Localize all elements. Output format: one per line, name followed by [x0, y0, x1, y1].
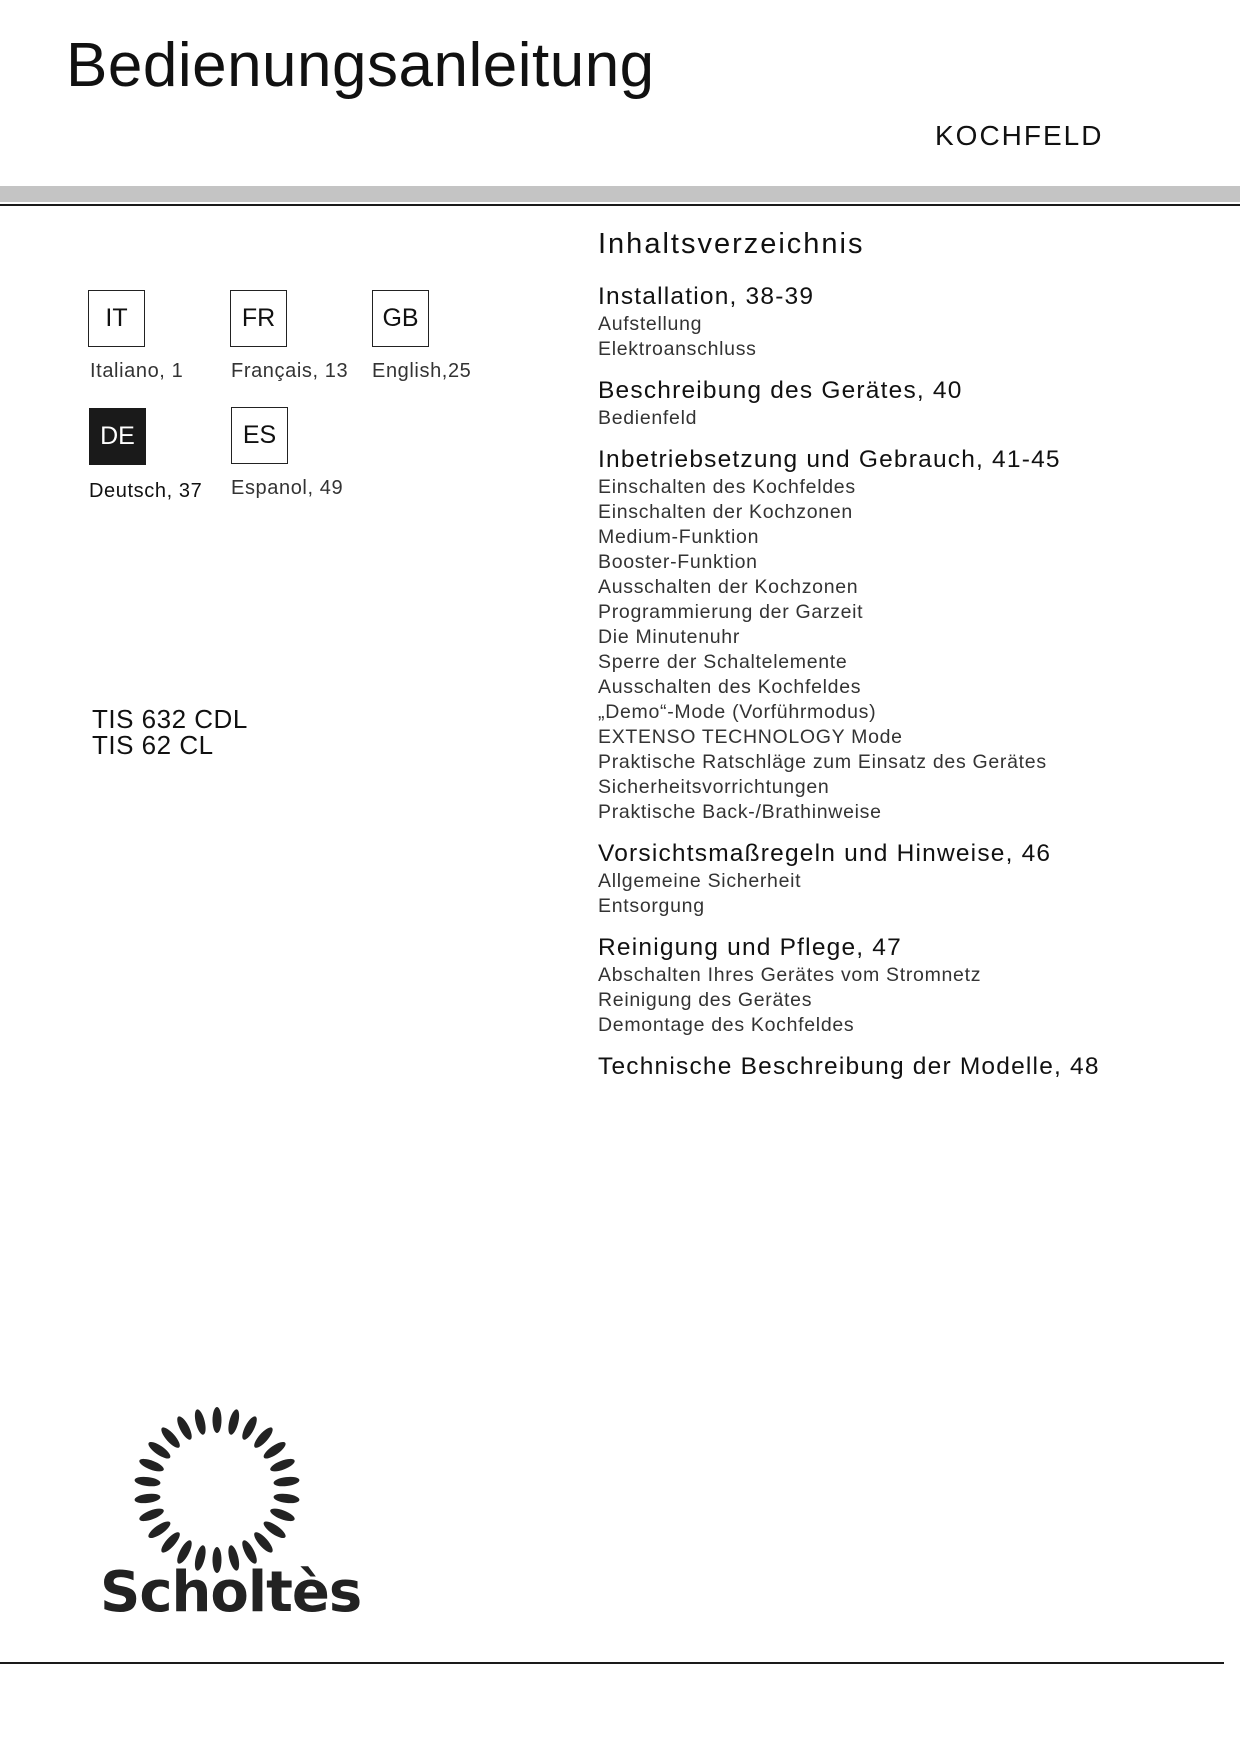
- toc-item[interactable]: EXTENSO TECHNOLOGY Mode: [598, 726, 903, 748]
- toc-section: [598, 376, 1218, 431]
- logo-petal: [138, 1456, 166, 1474]
- toc-section-title[interactable]: Beschreibung des Gerätes, 40: [598, 377, 963, 404]
- toc-item[interactable]: Praktische Back-/Brathinweise: [598, 801, 882, 823]
- logo-petal: [146, 1519, 173, 1541]
- logo-petal: [226, 1408, 241, 1435]
- language-fr[interactable]: [230, 290, 349, 382]
- brand-name: Scholtès: [100, 1560, 362, 1625]
- logo-petal: [251, 1530, 275, 1555]
- toc-item[interactable]: Sperre der Schaltelemente: [598, 651, 848, 673]
- toc-sections: [598, 282, 1218, 1082]
- toc-section: [598, 282, 1218, 362]
- toc-item[interactable]: Praktische Ratschläge zum Einsatz des Gerätes: [598, 751, 1047, 773]
- toc-section: [598, 839, 1218, 919]
- language-label: Français, 13: [231, 360, 349, 382]
- toc-section: [598, 445, 1218, 825]
- logo-petal: [213, 1407, 222, 1433]
- toc-item[interactable]: Booster-Funktion: [598, 551, 758, 573]
- toc-section: [598, 933, 1218, 1038]
- toc-item[interactable]: Sicherheitsvorrichtungen: [598, 776, 830, 798]
- logo-petal: [134, 1476, 161, 1488]
- toc-item[interactable]: Einschalten der Kochzonen: [598, 501, 853, 523]
- language-label: Italiano, 1: [90, 360, 184, 382]
- logo-petal: [269, 1456, 297, 1474]
- toc-item[interactable]: Reinigung des Gerätes: [598, 989, 813, 1011]
- model-name: TIS 632 CDL: [92, 704, 248, 734]
- toc-item[interactable]: Ausschalten der Kochzonen: [598, 576, 859, 598]
- language-code-box: GB: [372, 290, 429, 347]
- language-code-box: ES: [231, 407, 288, 464]
- language-de[interactable]: [89, 408, 203, 502]
- toc-item[interactable]: Medium-Funktion: [598, 526, 760, 548]
- logo-petal: [138, 1506, 166, 1524]
- toc-item[interactable]: Abschalten Ihres Gerätes vom Stromnetz: [598, 964, 982, 986]
- language-label: Deutsch, 37: [89, 480, 203, 502]
- logo-petal: [193, 1408, 208, 1435]
- toc-section-title[interactable]: Installation, 38-39: [598, 283, 815, 310]
- toc-item[interactable]: Elektroanschluss: [598, 338, 757, 360]
- language-label: English,25: [372, 360, 472, 382]
- toc-section: [598, 1052, 1218, 1082]
- toc-section-title[interactable]: Reinigung und Pflege, 47: [598, 934, 902, 961]
- footer-divider: [0, 1662, 1224, 1664]
- logo-petal: [273, 1492, 300, 1504]
- logo-petal: [273, 1476, 300, 1488]
- toc-item[interactable]: Die Minutenuhr: [598, 626, 741, 648]
- toc-section-title[interactable]: Vorsichtsmaßregeln und Hinweise, 46: [598, 840, 1052, 867]
- toc-item[interactable]: Entsorgung: [598, 895, 705, 917]
- logo-petal: [174, 1414, 194, 1441]
- toc-item[interactable]: „Demo“-Mode (Vorführmodus): [598, 701, 877, 723]
- language-code-box: DE: [89, 408, 146, 465]
- language-it[interactable]: [88, 290, 184, 382]
- logo-petal: [134, 1492, 161, 1504]
- language-es[interactable]: [231, 407, 344, 499]
- logo-petal: [251, 1425, 275, 1450]
- toc-section-title[interactable]: Inbetriebsetzung und Gebrauch, 41-45: [598, 446, 1061, 473]
- logo-petal: [240, 1414, 260, 1441]
- toc-heading: Inhaltsverzeichnis: [598, 228, 865, 260]
- toc-item[interactable]: Bedienfeld: [598, 407, 698, 429]
- document-title: Bedienungsanleitung: [66, 31, 655, 100]
- document-subtitle: KOCHFELD: [935, 120, 1104, 151]
- language-code-box: FR: [230, 290, 287, 347]
- logo-petal: [159, 1530, 183, 1555]
- language-label: Espanol, 49: [231, 477, 344, 499]
- table-of-contents: [598, 226, 1218, 1096]
- toc-item[interactable]: Allgemeine Sicherheit: [598, 870, 802, 892]
- logo-petal: [261, 1519, 288, 1541]
- model-list: [92, 706, 248, 758]
- language-code-box: IT: [88, 290, 145, 347]
- logo-petal: [146, 1439, 173, 1461]
- toc-item[interactable]: Aufstellung: [598, 313, 703, 335]
- toc-item[interactable]: Programmierung der Garzeit: [598, 601, 864, 623]
- toc-section-title[interactable]: Technische Beschreibung der Modelle, 48: [598, 1053, 1100, 1080]
- header-band: [0, 186, 1240, 202]
- toc-item[interactable]: Demontage des Kochfeldes: [598, 1014, 855, 1036]
- header-divider: [0, 204, 1240, 206]
- toc-item[interactable]: Ausschalten des Kochfeldes: [598, 676, 862, 698]
- logo-petal: [159, 1425, 183, 1450]
- toc-item[interactable]: Einschalten des Kochfeldes: [598, 476, 856, 498]
- model-name: TIS 62 CL: [92, 730, 214, 760]
- logo-petal: [261, 1439, 288, 1461]
- language-gb[interactable]: [372, 290, 472, 382]
- logo-petal: [269, 1506, 297, 1524]
